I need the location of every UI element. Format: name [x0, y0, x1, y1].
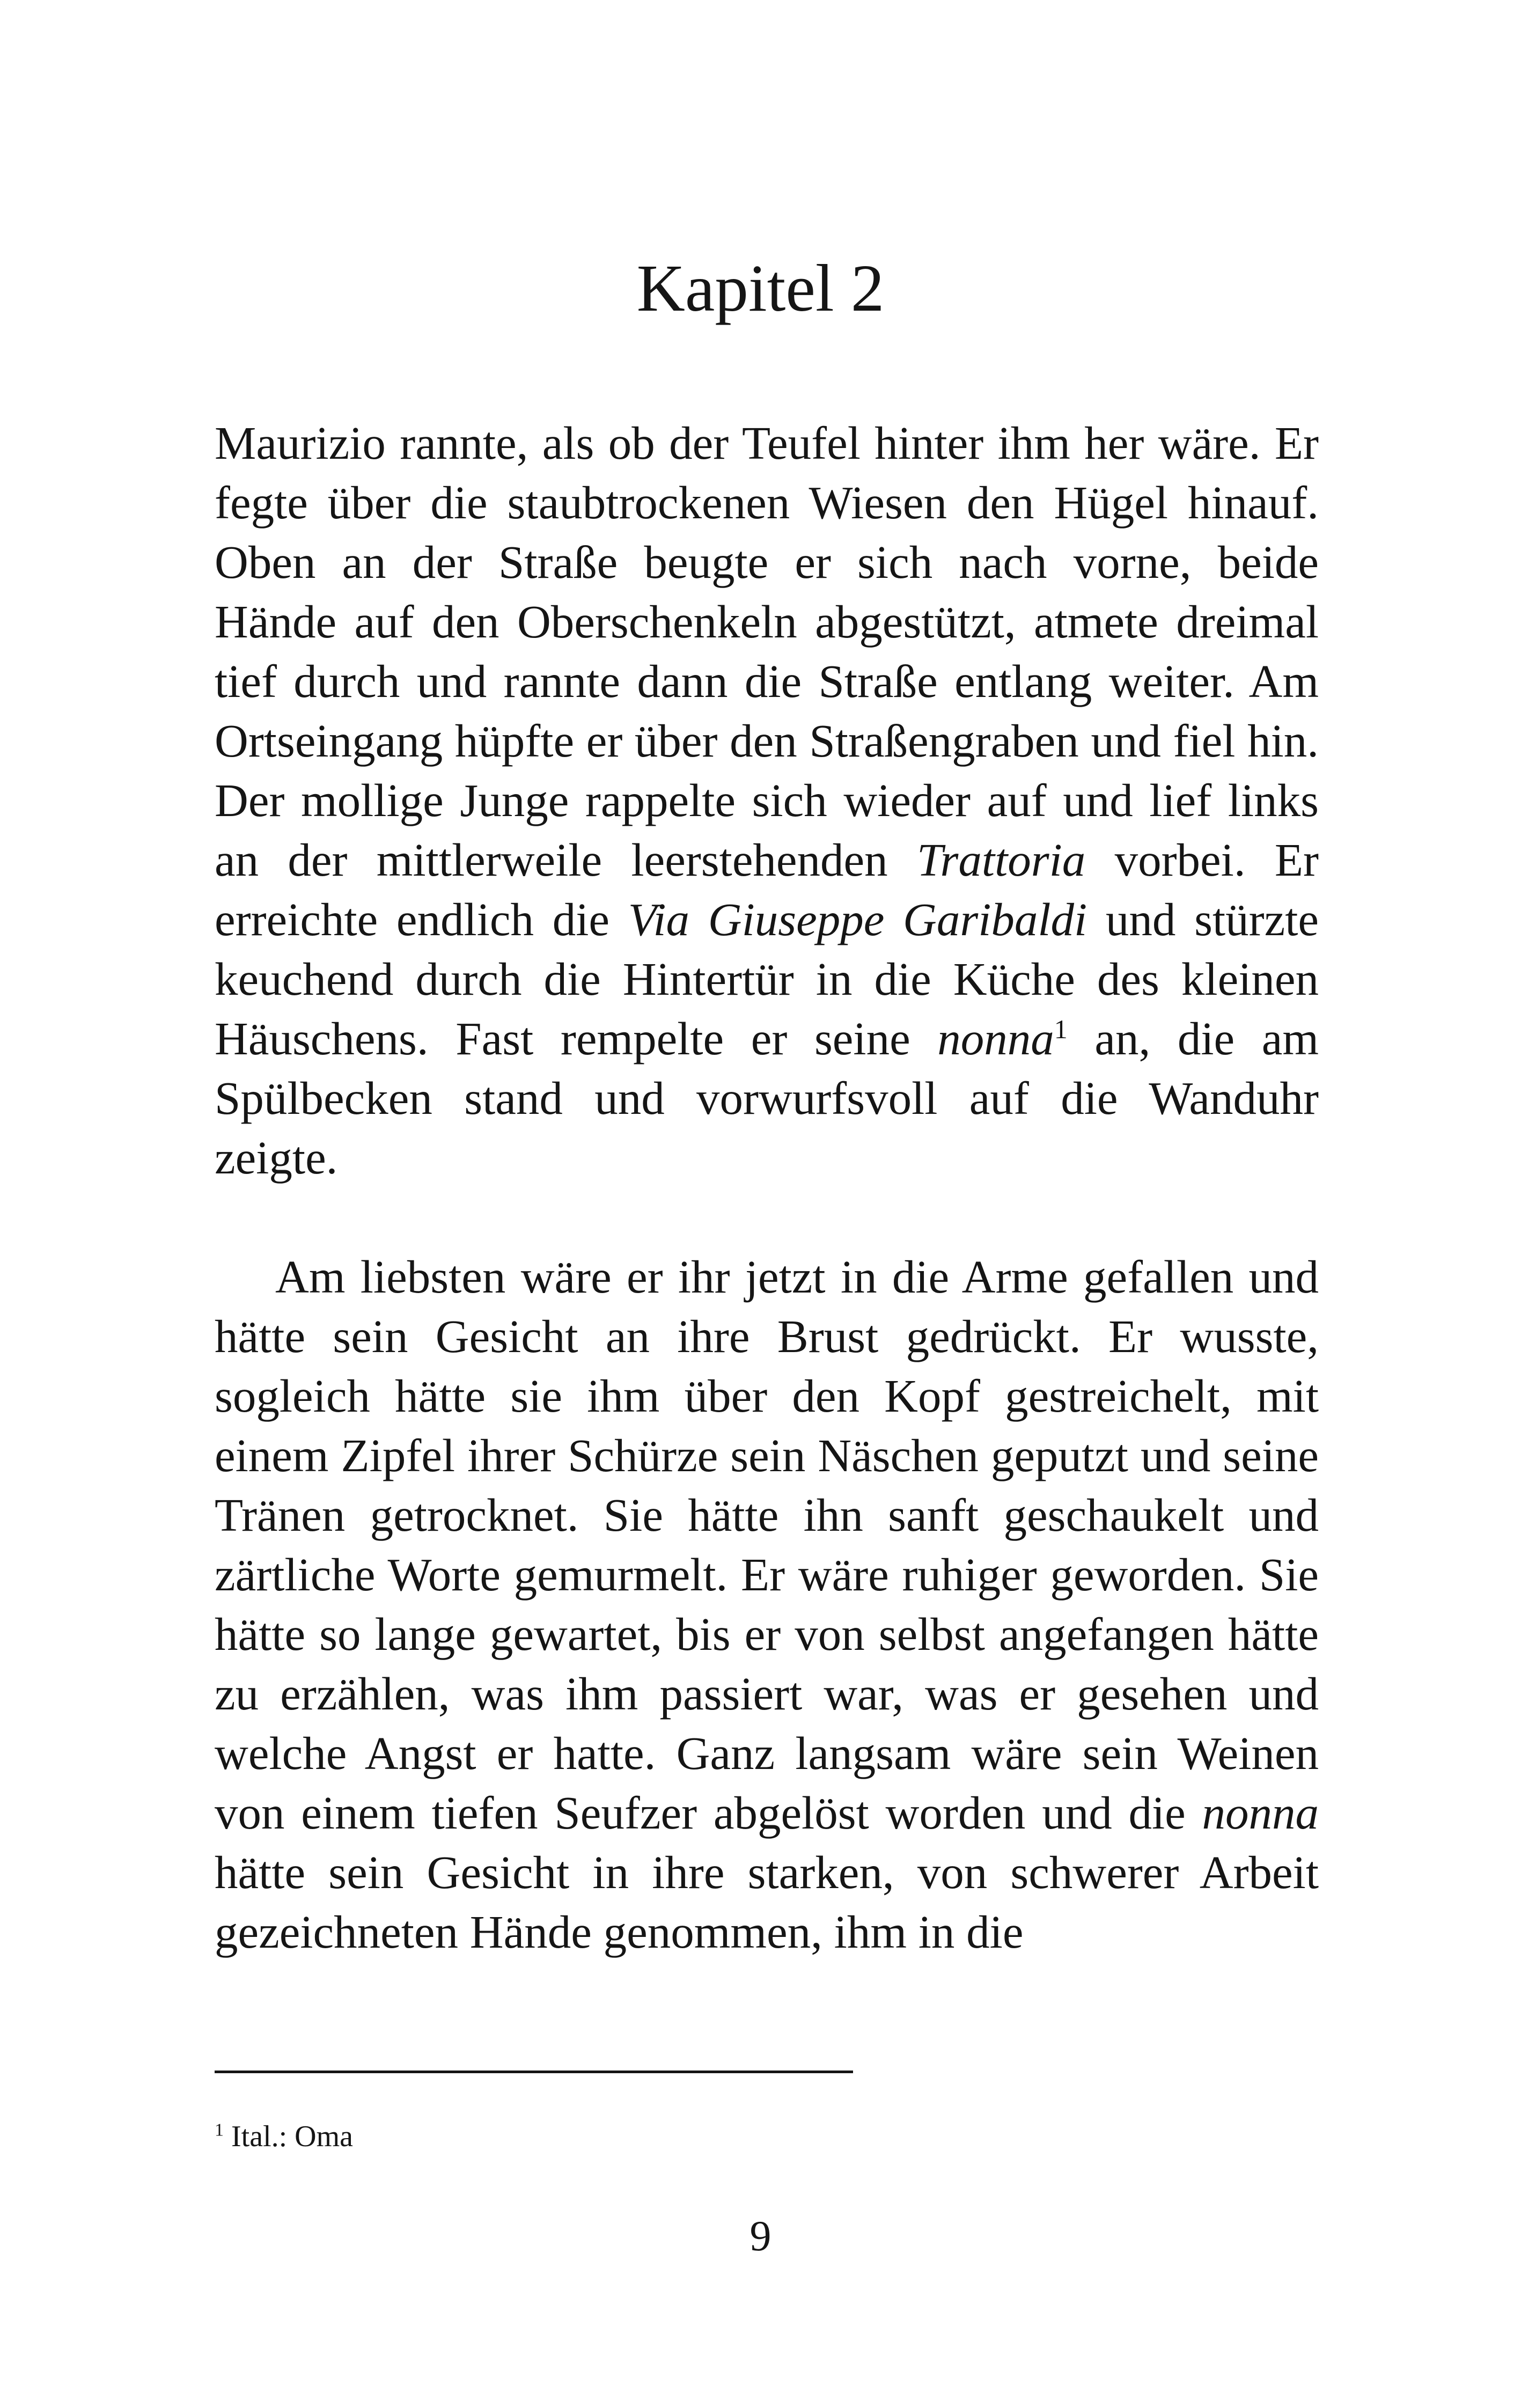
text-run: vorbei. Er erreichte endlich die — [215, 834, 1319, 945]
italic-term: nonna — [1202, 1787, 1319, 1839]
italic-term: Trattoria — [916, 834, 1086, 886]
footnote-divider — [215, 2071, 853, 2073]
italic-term: Via Giuseppe Garibaldi — [628, 893, 1088, 945]
italic-term: nonna — [937, 1012, 1054, 1064]
footnote-text: Ital.: Oma — [224, 2120, 354, 2153]
footnote — [215, 2118, 353, 2155]
chapter-title: Kapitel 2 — [636, 252, 885, 326]
text-run: Maurizio rannte, als ob der Teufel hinter ihm her wäre. Er fegte über die staubtrockenen Wiesen den Hügel hinauf. Oben an der Straße beugte er sich nach vorne, beide Hände auf den Oberschenkeln abgestützt, atmete dreimal tief durch und rannte dann die Straße entlang weiter. Am Ortseingang hüpfte er über den Straßengraben und fiel hin. Der mollige Junge rappelte sich wieder auf und lief links an der mittlerweile leerstehenden — [215, 417, 1319, 886]
paragraph — [215, 1247, 1319, 1962]
body-text — [215, 413, 1319, 1962]
text-run: und stürzte keuchend durch die Hintertür in die Küche des kleinen Häuschens. Fast rempelte er seine — [215, 893, 1319, 1064]
text-run: an, die am Spülbecken stand und vorwurfsvoll auf die Wanduhr zeigte. — [215, 1012, 1319, 1184]
footnote-reference: 1 — [1054, 1014, 1068, 1044]
page-number: 9 — [750, 2213, 771, 2260]
text-run: Am liebsten wäre er ihr jetzt in die Arme gefallen und hätte sein Gesicht an ihre Brust gedrückt. Er wusste, sogleich hätte sie ihm über den Kopf gestreichelt, mit einem Zipfel ihrer Schürze sein Näschen geputzt und seine Tränen getrocknet. Sie hätte ihn sanft geschaukelt und zärtliche Worte gemurmelt. Er wäre ruhiger geworden. Sie hätte so lange gewartet, bis er von selbst angefangen hätte zu erzählen, was ihm passiert war, was er gesehen und welche Angst er hatte. Ganz langsam wäre sein Weinen von einem tiefen Seufzer abgelöst worden und die — [215, 1251, 1319, 1839]
text-run: hätte sein Gesicht in ihre starken, von schwerer Arbeit gezeichneten Hände genommen, ihm in die — [215, 1846, 1319, 1958]
paragraph — [215, 413, 1319, 1187]
footnote-marker: 1 — [215, 2120, 224, 2140]
